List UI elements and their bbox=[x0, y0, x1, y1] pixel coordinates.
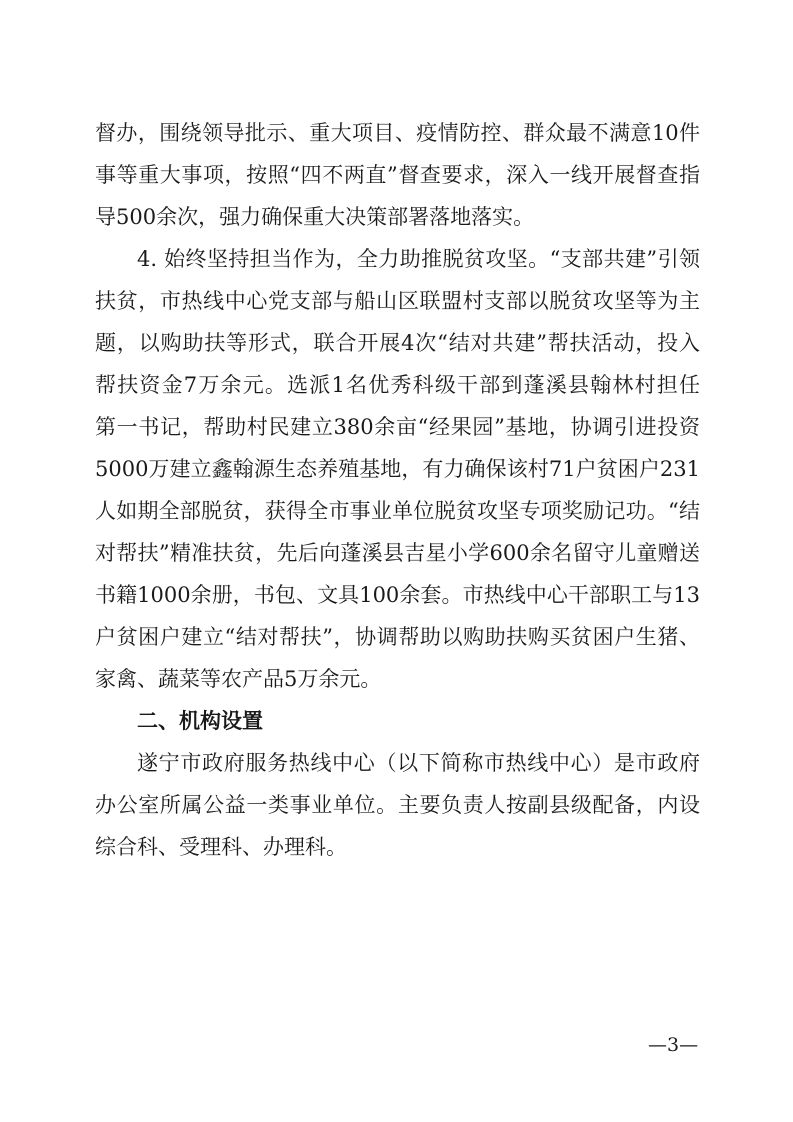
paragraph-line: 5000万建立鑫翰源生态养殖基地，有力确保该村71户贫困户231 bbox=[95, 457, 700, 481]
page-number: —3— bbox=[648, 1034, 699, 1056]
paragraph-line: 事等重大事项，按照“四不两直”督查要求，深入一线开展督查指 bbox=[95, 163, 700, 187]
paragraph-line: 综合科、受理科、办理科。 bbox=[95, 835, 347, 859]
paragraph-line: 户贫困户建立“结对帮扶”，协调帮助以购助扶购买贫困户生猪、 bbox=[95, 625, 700, 649]
paragraph-line: 对帮扶”精准扶贫，先后向蓬溪县吉星小学600余名留守儿童赠送 bbox=[95, 541, 700, 565]
section-heading: 二、机构设置 bbox=[137, 708, 263, 733]
paragraph-line: 帮扶资金7万余元。选派1名优秀科级干部到蓬溪县翰林村担任 bbox=[95, 373, 700, 397]
paragraph-line: 扶贫，市热线中心党支部与船山区联盟村支部以脱贫攻坚等为主 bbox=[95, 289, 700, 313]
paragraph-line: 题，以购助扶等形式，联合开展4次“结对共建”帮扶活动，投入 bbox=[95, 331, 700, 355]
paragraph-line: 4. 始终坚持担当作为，全力助推脱贫攻坚。“支部共建”引领 bbox=[137, 247, 700, 271]
paragraph-line: 导500余次，强力确保重大决策部署落地落实。 bbox=[95, 205, 535, 229]
paragraph-line: 第一书记，帮助村民建立380余亩“经果园”基地，协调引进投资 bbox=[95, 415, 700, 439]
paragraph-line: 督办，围绕领导批示、重大项目、疫情防控、群众最不满意10件 bbox=[95, 121, 700, 145]
paragraph-line: 家禽、蔬菜等农产品5万余元。 bbox=[95, 667, 382, 691]
paragraph-line: 遂宁市政府服务热线中心（以下简称市热线中心）是市政府 bbox=[137, 751, 700, 775]
paragraph-line: 人如期全部脱贫，获得全市事业单位脱贫攻坚专项奖励记功。“结 bbox=[95, 499, 700, 523]
paragraph-line: 书籍1000余册，书包、文具100余套。市热线中心干部职工与13 bbox=[95, 583, 700, 607]
paragraph-line: 办公室所属公益一类事业单位。主要负责人按副县级配备，内设 bbox=[95, 793, 700, 817]
